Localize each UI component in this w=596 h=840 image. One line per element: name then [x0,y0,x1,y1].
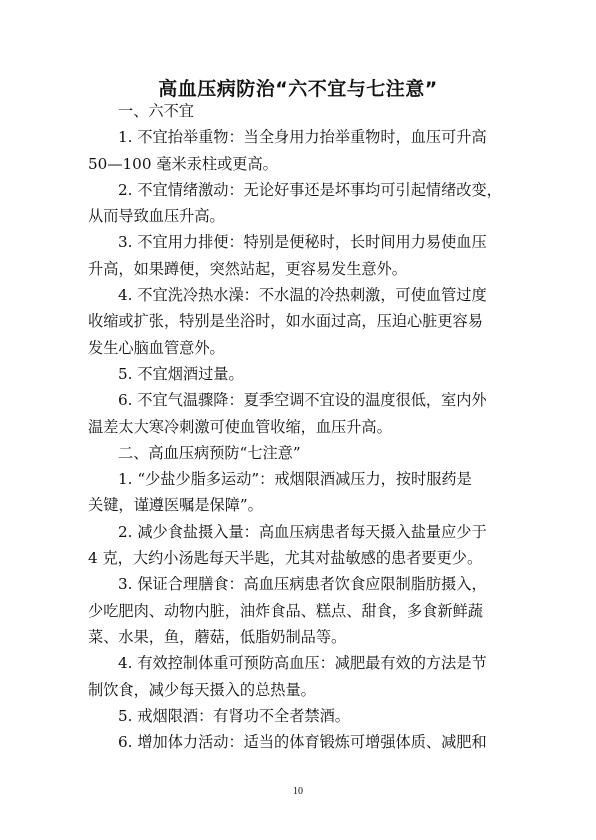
text-line: 3. 保证合理膳食：高血压病患者饮食应限制脂肪摄入， [118,575,487,594]
text-line: 收缩或扩张，特别是坐浴时，如水面过高，压迫心脏更容易 [88,312,483,331]
text-line: 6. 不宜气温骤降：夏季空调不宜设的温度很低，室内外 [118,391,487,410]
text-line: 菜、水果，鱼，蘑菇，低脂奶制品等。 [88,627,347,646]
text-line: 3. 不宜用力排便：特别是便秘时，长时间用力易使血压 [118,233,487,252]
text-line: 6. 增加体力活动：适当的体育锻炼可增强体质、减肥和 [118,733,487,752]
text-line: 升高，如果蹲便，突然站起，更容易发生意外。 [88,259,407,278]
text-line: 关键，谨遵医嘱是保障”。 [88,496,263,515]
text-line: 4. 不宜洗冷热水澡：不水温的冷热刺激，可使血管过度 [118,286,487,305]
text-line: 少吃肥肉、动物内脏，油炸食品、糕点、甜食，多食新鲜蔬 [88,601,483,620]
text-line: 从而导致血压升高。 [88,207,225,226]
page-title: 高血压病防治“六不宜与七注意” [158,78,438,100]
text-line: 二、高血压病预防“七注意” [118,443,301,462]
text-line: 发生心脑血管意外。 [88,338,225,357]
text-line: 一、六不宜 [118,102,194,120]
text-line: 2. 不宜情绪激动：无论好事还是坏事均可引起情绪改变， [118,180,502,199]
body-text [88,98,512,755]
text-line: 5. 不宜烟酒过量。 [118,364,244,383]
text-line: 5. 戒烟限酒：有肾功不全者禁酒。 [118,706,350,725]
text-line: 2. 减少食盐摄入量：高血压病患者每天摄入盐量应少于 [118,522,487,541]
text-line: 1. “少盐少脂多运动”：戒烟限酒减压力，按时服药是 [118,470,472,489]
text-line: 1. 不宜抬举重物：当全身用力抬举重物时，血压可升高 [118,128,487,147]
text-line: 4. 有效控制体重可预防高血压：减肥最有效的方法是节 [118,654,487,673]
page-number: 10 [293,786,303,797]
text-line: 4 克，大约小汤匙每天半匙，尤其对盐敏感的患者要更少。 [88,549,483,568]
text-line: 温差太大寒冷刺激可使血管收缩，血压升高。 [88,417,392,436]
text-line: 50—100 毫米汞柱或更高。 [88,154,278,173]
text-line: 制饮食，减少每天摄入的总热量。 [88,680,316,699]
